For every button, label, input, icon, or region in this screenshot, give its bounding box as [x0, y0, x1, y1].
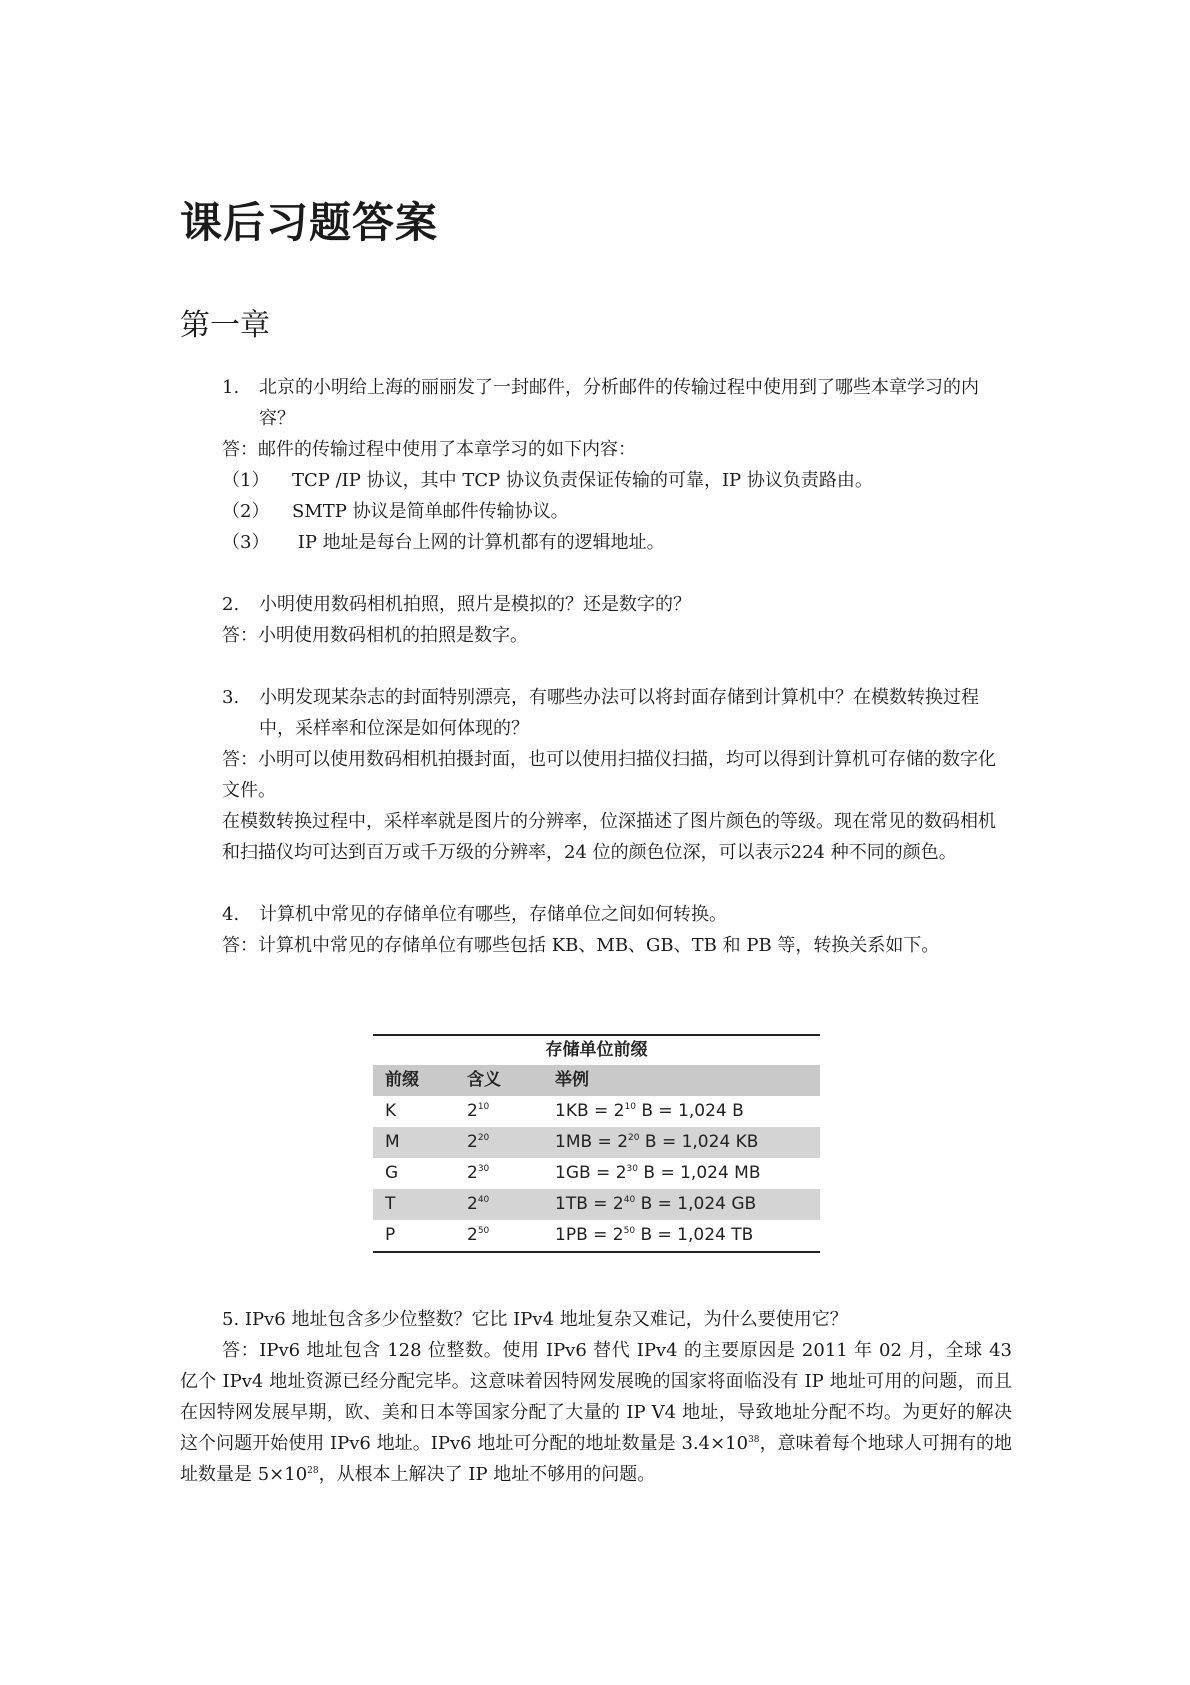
item-text: SMTP 协议是简单邮件传输协议。 [292, 501, 569, 522]
cell-example: $1PB = 2^{50}$ B = 1,024 TB [555, 1225, 754, 1245]
question-2 [222, 589, 1012, 620]
questions-body [222, 372, 1012, 961]
question-3-text: 小明发现某杂志的封面特别漂亮，有哪些办法可以将封面存储到计算机中？在模数转换过程中，采样率和位深是如何体现的？ [259, 687, 979, 739]
table-row [373, 1189, 820, 1220]
document-title: 课后习题答案 [180, 198, 439, 247]
cell-meaning: $2^{30}$ [467, 1163, 490, 1183]
spacer [222, 868, 1012, 899]
question-4-number: 4. [222, 904, 240, 925]
table-caption: 存储单位前缀 [373, 1034, 820, 1065]
answer-5: 答：IPv6 地址包含 128 位整数。使用 IPv6 替代 IPv4 的主要原因是 2011 年 02 月，全球 43 亿个 IPv4 地址资源已经分配完毕。这意味着因特网发展晚的国家将面临没有 IP 地址可用的问题，而且在因特网发展早期，欧、美和日本等国家分配了大量的 IP V4 地址，导致地址分配不均。为更好的解决这个问题开始使用 IPv6 地址。IPv6 地址可分配的地址数量是 $3.4\times 10^{38}$，意味着每个地球人可拥有的地址数量是 $5\times 10^{28}$，从根本上解决了 IP 地址不够用的问题。 [180, 1340, 1013, 1485]
cell-prefix: M [385, 1132, 400, 1152]
question-1-text: 北京的小明给上海的丽丽发了一封邮件，分析邮件的传输过程中使用到了哪些本章学习的内容？ [259, 377, 979, 429]
cell-example: $1GB = 2^{30}$ B = 1,024 MB [555, 1163, 761, 1183]
header-example: 举例 [555, 1070, 589, 1090]
table-row [373, 1158, 820, 1189]
question-1 [222, 372, 1012, 434]
cell-example: $1KB = 2^{10}$ B = 1,024 B [555, 1101, 744, 1121]
question-2-number: 2. [222, 594, 240, 615]
question-4 [222, 899, 1012, 930]
answer-4: 答：计算机中常见的存储单位有哪些包括 KB、MB、GB、TB 和 PB 等，转换关系如下。 [222, 935, 940, 956]
question-3-number: 3. [222, 687, 240, 708]
table-header-row [373, 1065, 820, 1096]
header-meaning: 含义 [467, 1070, 501, 1090]
item-text: IP 地址是每台上网的计算机都有的逻辑地址。 [292, 532, 665, 553]
item-text: TCP /IP 协议，其中 TCP 协议负责保证传输的可靠，IP 协议负责路由。 [292, 470, 873, 491]
spacer [222, 651, 1012, 682]
spacer [222, 558, 1012, 589]
question-5-block [180, 1304, 1012, 1490]
header-prefix: 前缀 [385, 1070, 419, 1090]
table-row [373, 1220, 820, 1253]
cell-meaning: $2^{50}$ [467, 1225, 490, 1245]
item-label: （3） [222, 532, 270, 553]
question-3 [222, 682, 1012, 744]
cell-meaning: $2^{10}$ [467, 1101, 490, 1121]
answer-1-intro: 答：邮件的传输过程中使用了本章学习的如下内容： [222, 439, 636, 460]
cell-prefix: G [385, 1163, 399, 1183]
item-label: （2） [222, 501, 270, 522]
cell-prefix: T [385, 1194, 396, 1214]
cell-prefix: P [385, 1225, 396, 1245]
cell-meaning: $2^{20}$ [467, 1132, 490, 1152]
answer-1-item-3 [222, 527, 1012, 558]
question-4-text: 计算机中常见的存储单位有哪些，存储单位之间如何转换。 [259, 904, 727, 925]
question-5-text: 5. IPv6 地址包含多少位整数？它比 IPv4 地址复杂又难记，为什么要使用它？ [222, 1309, 848, 1330]
cell-example: $1MB = 2^{20}$ B = 1,024 KB [555, 1132, 759, 1152]
question-2-text: 小明使用数码相机拍照，照片是模拟的？还是数字的？ [259, 594, 691, 615]
answer-3-part-2: 在模数转换过程中，采样率就是图片的分辨率，位深描述了图片颜色的等级。现在常见的数码相机和扫描仪均可达到百万或千万级的分辨率，24 位的颜色位深，可以表示224 种不同的颜色。 [222, 811, 996, 863]
storage-prefix-table [373, 1034, 820, 1253]
question-1-number: 1. [222, 377, 240, 398]
answer-1-item-2 [222, 496, 1012, 527]
answer-3-part-1: 答：小明可以使用数码相机拍摄封面，也可以使用扫描仪扫描，均可以得到计算机可存储的数字化文件。 [222, 749, 996, 801]
chapter-heading: 第一章 [180, 308, 270, 343]
cell-meaning: $2^{40}$ [467, 1194, 490, 1214]
item-label: （1） [222, 470, 270, 491]
answer-2: 答：小明使用数码相机的拍照是数字。 [222, 625, 528, 646]
cell-prefix: K [385, 1101, 397, 1121]
cell-example: $1TB = 2^{40}$ B = 1,024 GB [555, 1194, 757, 1214]
answer-1-item-1 [222, 465, 1012, 496]
table-row [373, 1096, 820, 1127]
table-row [373, 1127, 820, 1158]
